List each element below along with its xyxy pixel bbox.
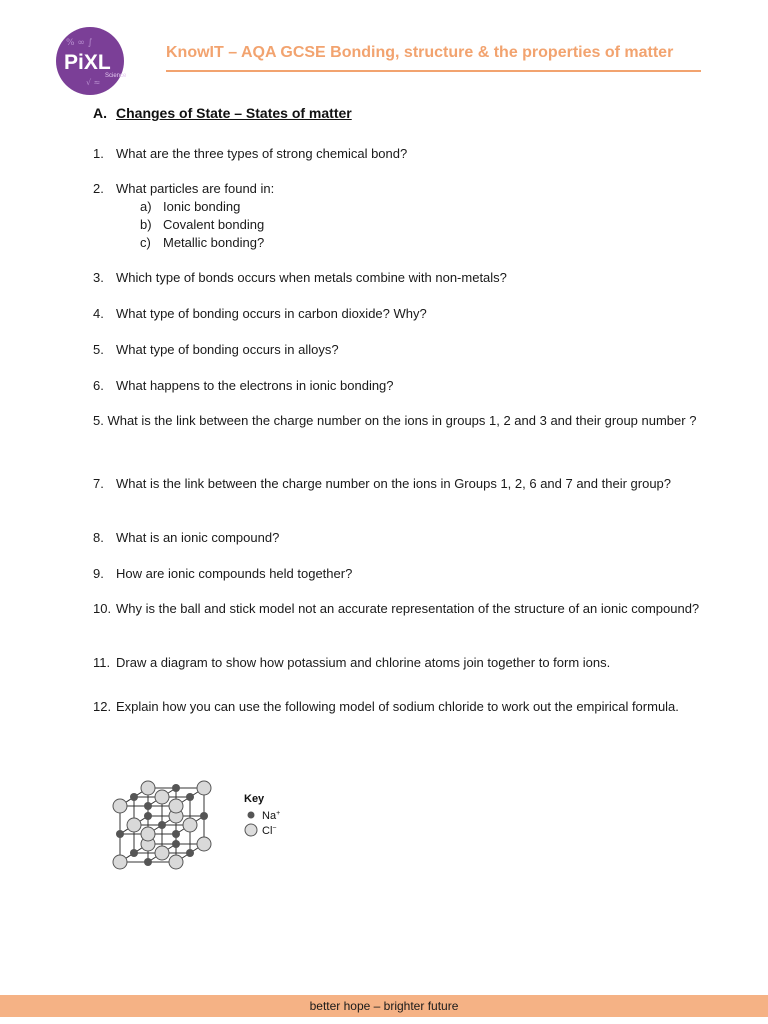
chloride-ion [197,837,211,851]
sodium-chloride-lattice-diagram [108,764,308,878]
sodium-ion [158,821,166,829]
sodium-ion [172,830,180,838]
subitem-text: Metallic bonding? [163,235,265,250]
section-letter: A. [93,105,107,121]
chloride-ion [183,818,197,832]
subitem-number: c) [140,235,151,250]
chloride-ion [169,855,183,869]
sodium-ion [186,793,194,801]
subitem-b [140,216,264,234]
question-11 [93,654,703,672]
subitem-c [140,234,264,252]
question-text: How are ionic compounds held together? [116,566,353,581]
key-na-charge: + [276,810,281,817]
question-number: 1. [93,146,104,161]
question-number: 3. [93,270,104,285]
question-number: 6. [93,378,104,393]
question-text: What are the three types of strong chemical bond? [116,146,408,161]
subitem-a [140,198,240,216]
question-text: What is the link between the charge number on the ions in Groups 1, 2, 6 and 7 and their group? [116,476,672,491]
pixl-logo [56,27,127,95]
question-5 [93,341,703,359]
sodium-ion [130,793,138,801]
question-2 [93,180,703,198]
subitem-text: Covalent bonding [163,217,265,232]
subitem-number: a) [140,199,152,214]
key-title: Key [244,793,265,805]
chloride-ion [169,799,183,813]
question-number: 4. [93,306,104,321]
logo-text: PiXL [64,51,111,74]
svg-text:Na+ [262,810,280,822]
chloride-ion [197,781,211,795]
question-text: What is an ionic compound? [116,530,280,545]
sodium-ion [116,830,124,838]
svg-text:% ∞ ∫: % ∞ ∫ [66,38,93,48]
question-text: Draw a diagram to show how potassium and chlorine atoms join together to form ions. [116,655,611,670]
key-cl-charge: − [272,825,277,832]
section-title: Changes of State – States of matter [116,105,352,121]
footer-banner: better hope – brighter future [0,995,768,1017]
question-text: 5. What is the link between the charge number on the ions in groups 1, 2 and 3 and their group number ? [93,413,697,428]
question-text: What happens to the electrons in ionic bonding? [116,378,394,393]
key-cl-label: Cl [262,825,273,837]
question-number: 2. [93,181,104,196]
subitem-text: Ionic bonding [163,199,241,214]
svg-text:Cl− [262,825,276,837]
chloride-ion [141,781,155,795]
question-number: 8. [93,530,104,545]
question-3 [93,269,703,287]
logo-subtext: Science [105,73,127,79]
sodium-ion [186,849,194,857]
header-rule [166,70,701,72]
question-number: 12. [93,699,112,714]
question-number: 5. [93,342,104,357]
question-10 [93,600,703,618]
question-7 [93,475,703,493]
question-12 [93,698,703,716]
chloride-ion [113,855,127,869]
question-number: 9. [93,566,104,581]
question-6 [93,377,703,395]
sodium-ion [172,840,180,848]
question-text: What type of bonding occurs in alloys? [116,342,339,357]
key-cl-circle [245,824,257,836]
chloride-ion [155,790,169,804]
question-5b [93,412,703,430]
sodium-ion [144,812,152,820]
question-text: Which type of bonds occurs when metals combine with non-metals? [116,270,507,285]
sodium-ion [172,784,180,792]
question-text: Why is the ball and stick model not an accurate representation of the structure of an ionic compound? [116,601,700,616]
chloride-ion [141,827,155,841]
question-9 [93,565,703,583]
subitem-number: b) [140,217,152,232]
section-heading [93,105,352,121]
question-number: 10. [93,601,112,616]
chloride-ion [113,799,127,813]
question-number: 7. [93,476,104,491]
sodium-ion [144,858,152,866]
svg-text:√ ≈: √ ≈ [86,78,101,87]
sodium-ion [144,802,152,810]
question-text: Explain how you can use the following model of sodium chloride to work out the empirical formula. [116,699,679,714]
key-na-dot [248,812,255,819]
question-text: What type of bonding occurs in carbon dioxide? Why? [116,306,427,321]
question-4 [93,305,703,323]
question-1 [93,145,703,163]
sodium-ion [200,812,208,820]
chloride-ion [127,818,141,832]
key-na-label: Na [262,810,277,822]
sodium-ion [130,849,138,857]
chloride-ion [155,846,169,860]
question-text: What particles are found in: [116,181,275,196]
document-title: KnowIT – AQA GCSE Bonding, structure & the properties of matter [166,44,674,61]
question-number: 11. [93,655,111,670]
question-8 [93,529,703,547]
